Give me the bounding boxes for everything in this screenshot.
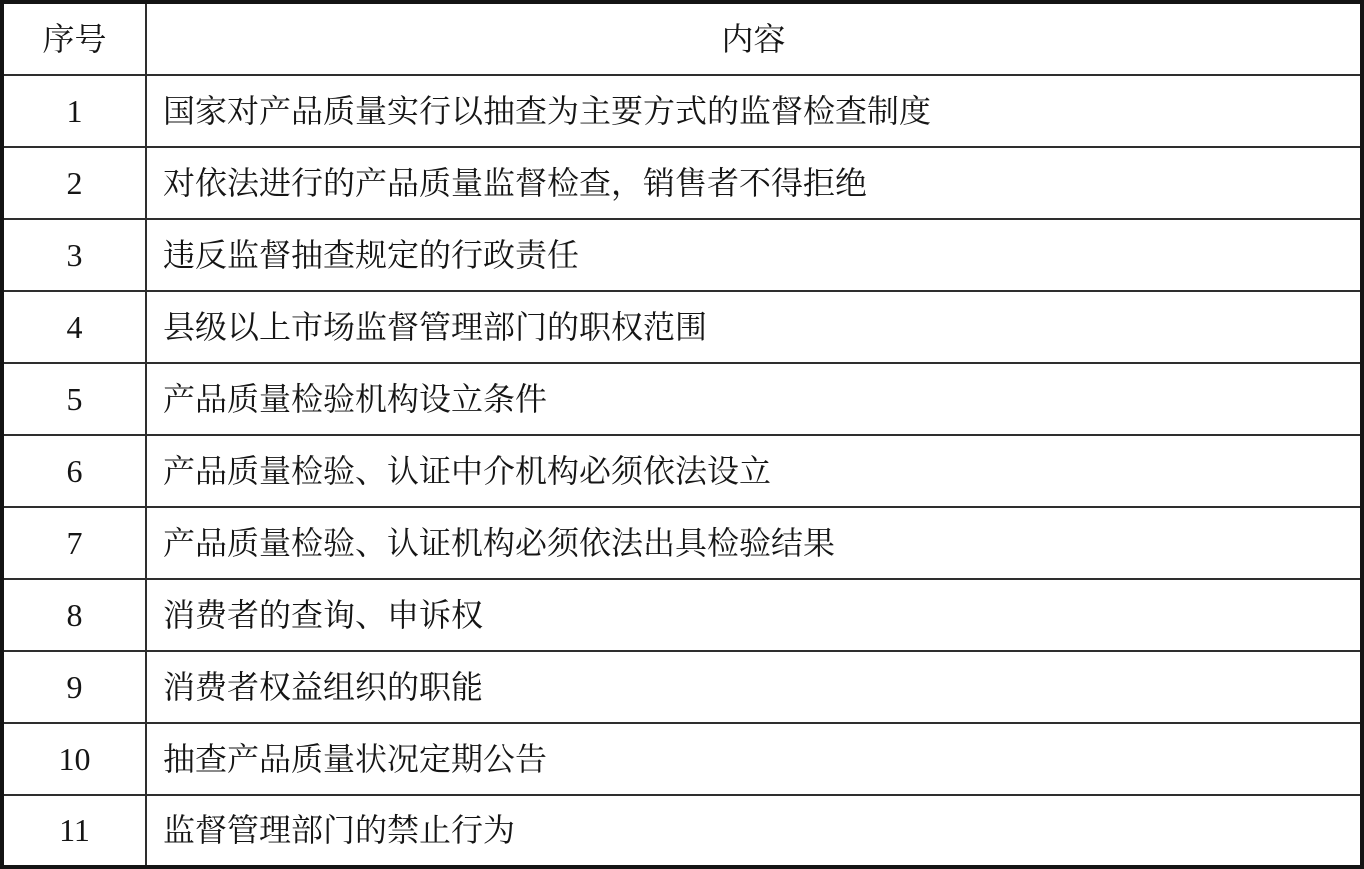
column-header-content: 内容 bbox=[146, 2, 1362, 75]
table-row bbox=[2, 723, 1362, 795]
row-content: 监督管理部门的禁止行为 bbox=[146, 795, 1362, 867]
row-content: 产品质量检验、认证机构必须依法出具检验结果 bbox=[146, 507, 1362, 579]
row-index: 2 bbox=[2, 147, 146, 219]
row-index: 7 bbox=[2, 507, 146, 579]
row-index: 6 bbox=[2, 435, 146, 507]
row-index: 10 bbox=[2, 723, 146, 795]
row-index: 3 bbox=[2, 219, 146, 291]
table-row bbox=[2, 507, 1362, 579]
row-content: 消费者权益组织的职能 bbox=[146, 651, 1362, 723]
table-row bbox=[2, 795, 1362, 867]
row-index: 4 bbox=[2, 291, 146, 363]
row-index: 9 bbox=[2, 651, 146, 723]
row-content: 消费者的查询、申诉权 bbox=[146, 579, 1362, 651]
row-index: 11 bbox=[2, 795, 146, 867]
table-row bbox=[2, 363, 1362, 435]
row-content: 产品质量检验、认证中介机构必须依法设立 bbox=[146, 435, 1362, 507]
row-content: 国家对产品质量实行以抽查为主要方式的监督检查制度 bbox=[146, 75, 1362, 147]
row-content: 县级以上市场监督管理部门的职权范围 bbox=[146, 291, 1362, 363]
row-content: 违反监督抽查规定的行政责任 bbox=[146, 219, 1362, 291]
table-row bbox=[2, 147, 1362, 219]
column-header-index: 序号 bbox=[2, 2, 146, 75]
table-row bbox=[2, 291, 1362, 363]
row-index: 8 bbox=[2, 579, 146, 651]
table-row bbox=[2, 219, 1362, 291]
row-content: 产品质量检验机构设立条件 bbox=[146, 363, 1362, 435]
table-row bbox=[2, 651, 1362, 723]
table-row bbox=[2, 75, 1362, 147]
row-index: 1 bbox=[2, 75, 146, 147]
row-index: 5 bbox=[2, 363, 146, 435]
table-header-row bbox=[2, 2, 1362, 75]
table-row bbox=[2, 579, 1362, 651]
table-row bbox=[2, 435, 1362, 507]
row-content: 对依法进行的产品质量监督检查，销售者不得拒绝 bbox=[146, 147, 1362, 219]
row-content: 抽查产品质量状况定期公告 bbox=[146, 723, 1362, 795]
